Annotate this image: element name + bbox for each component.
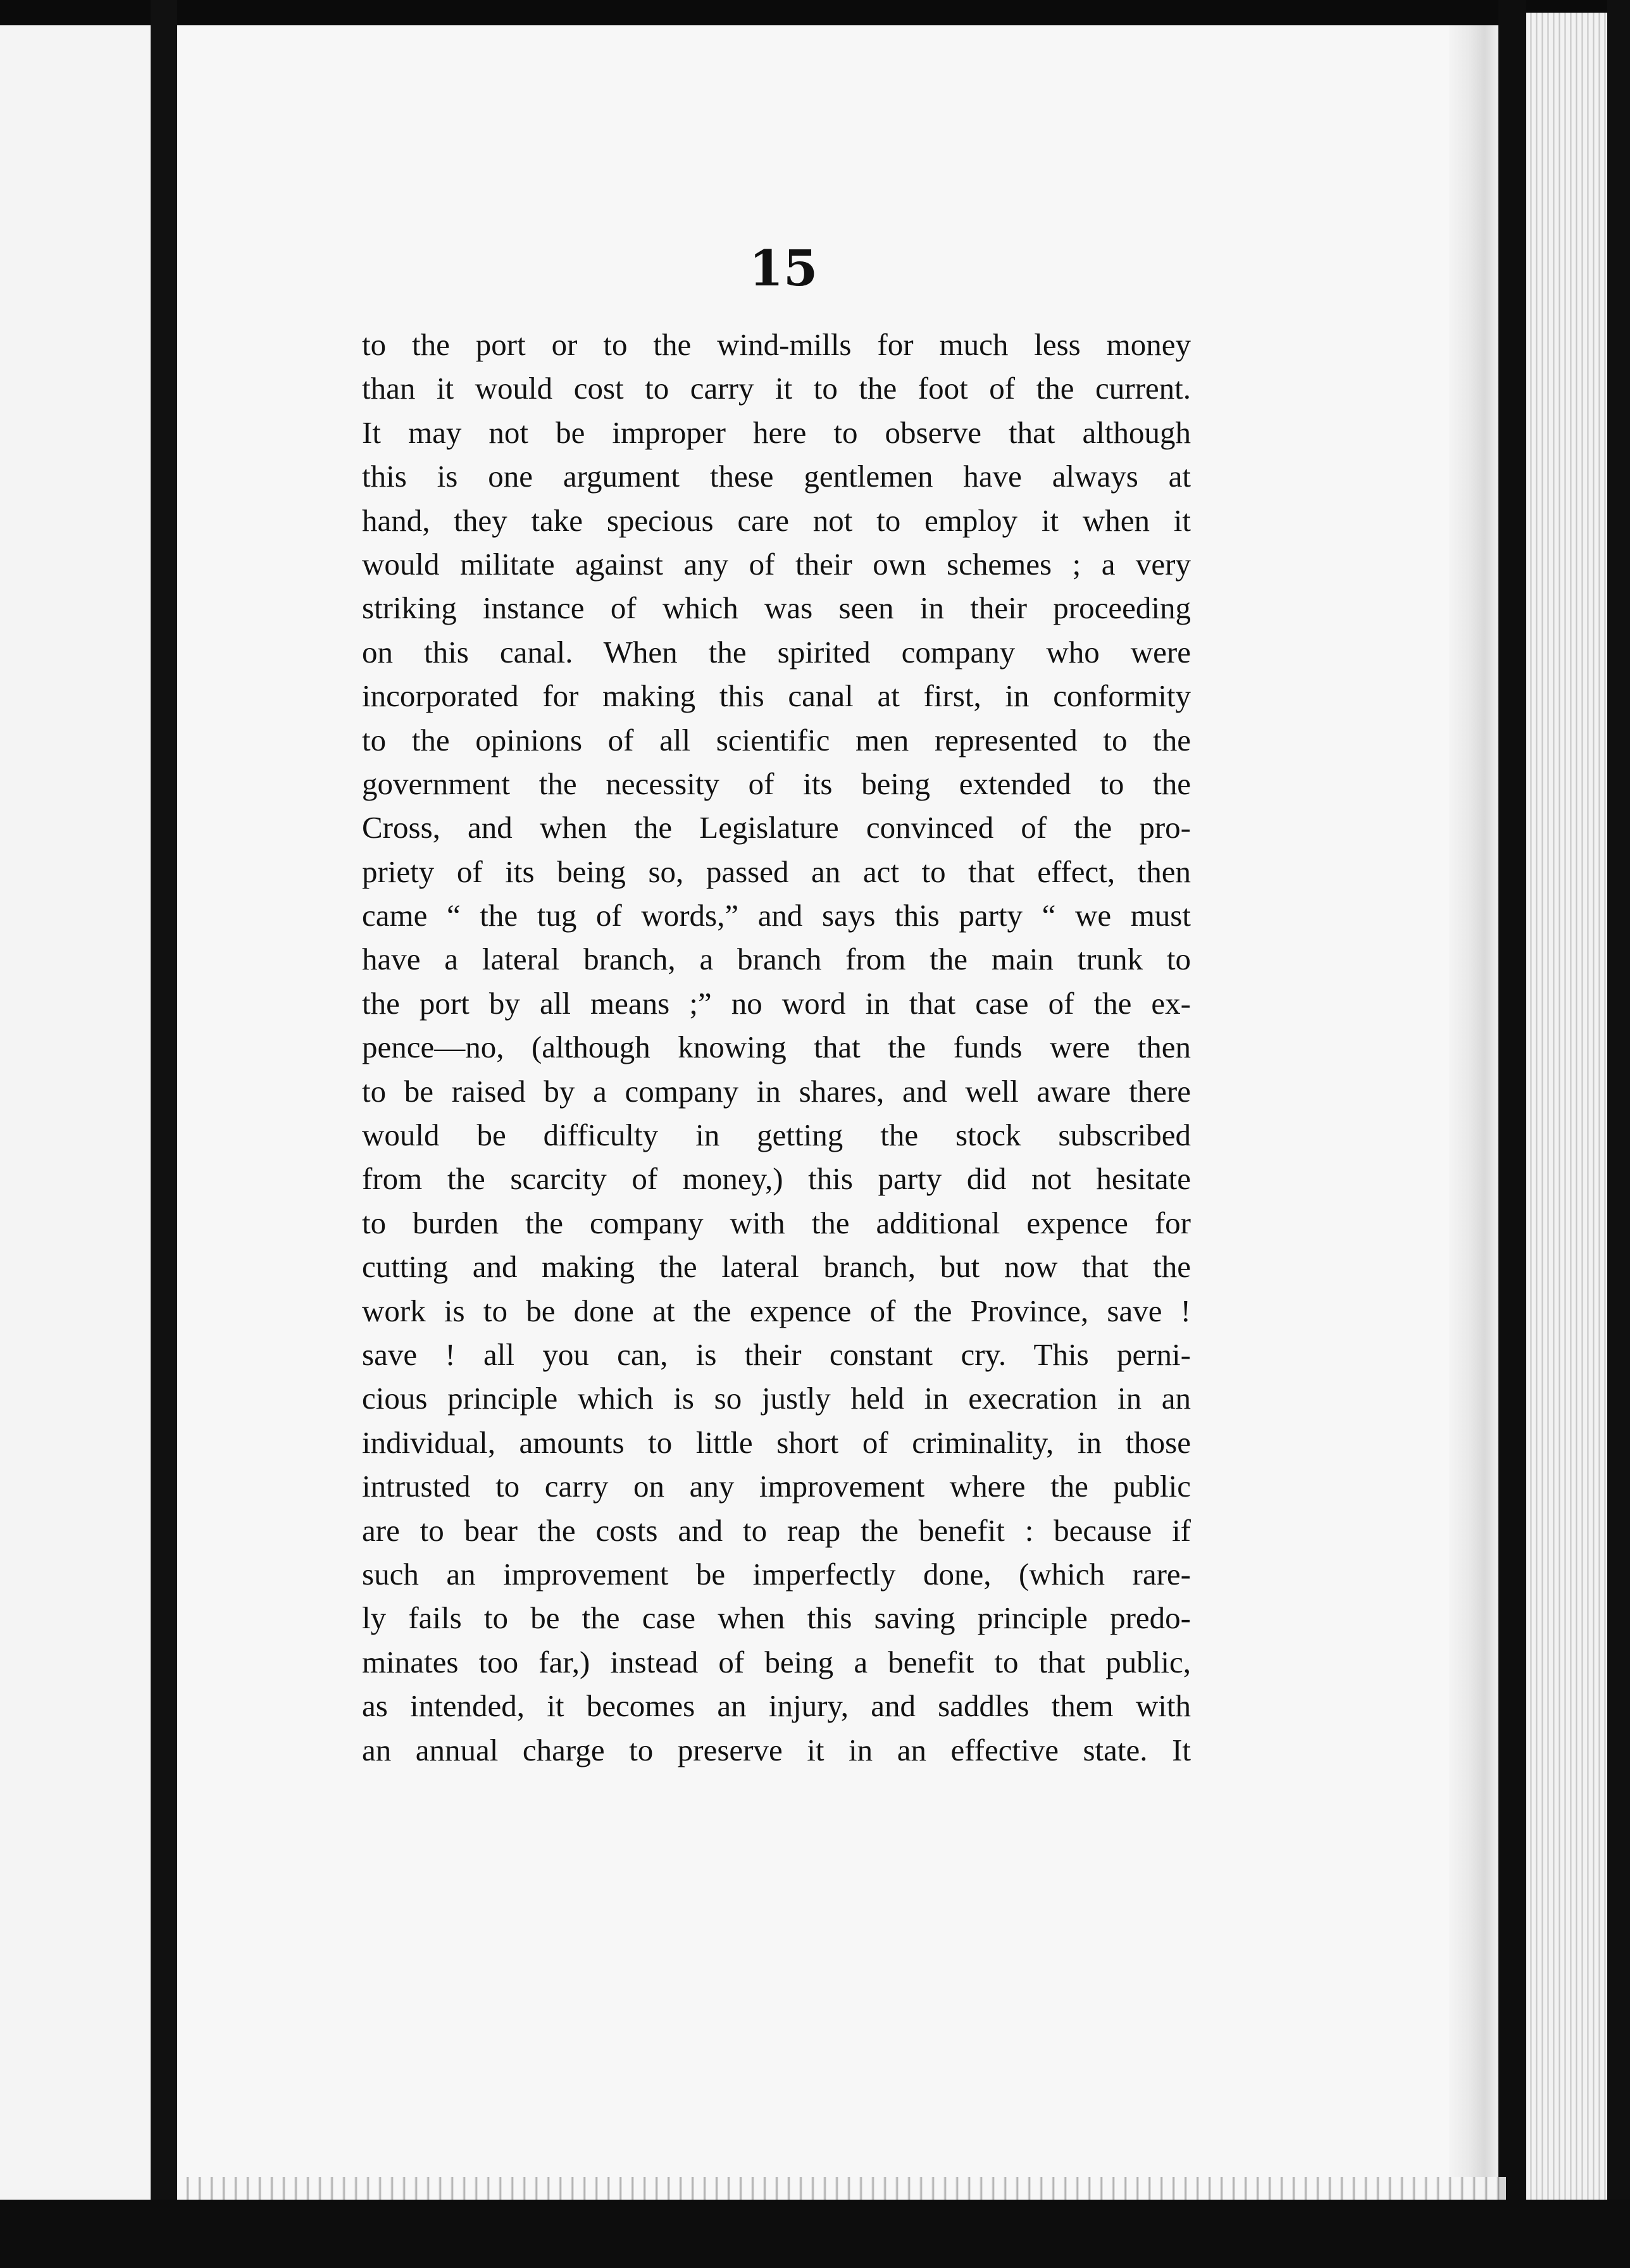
page-torn-edge	[1449, 25, 1500, 2200]
text-line: It may not be improper here to observe that although	[362, 414, 1191, 450]
text-line: would be difficulty in getting the stock subscribed	[362, 1118, 1191, 1153]
text-line: this is one argument these gentlemen have always at	[362, 459, 1191, 494]
scanner-background-top	[0, 0, 1630, 25]
text-line: incorporated for making this canal at first, in conformity	[362, 678, 1191, 714]
text-line: on this canal. When the spirited company who were	[362, 634, 1191, 670]
text-line: the port by all means ;” no word in that case of the ex-	[362, 985, 1191, 1021]
book-gutter-right	[1498, 0, 1526, 2202]
text-line: are to bear the costs and to reap the benefit : because if	[362, 1512, 1191, 1548]
left-facing-page	[0, 25, 151, 2200]
text-line: have a lateral branch, a branch from the main trunk to	[362, 942, 1191, 977]
text-line: striking instance of which was seen in their proceeding	[362, 590, 1191, 626]
text-line: an annual charge to preserve it in an effective state. It	[362, 1732, 1191, 1767]
text-line: as intended, it becomes an injury, and saddles them with	[362, 1688, 1191, 1724]
text-line: work is to be done at the expence of the Province, save !	[362, 1293, 1191, 1328]
text-line: hand, they take specious care not to employ it when it	[362, 502, 1191, 538]
text-line: save ! all you can, is their constant cry. This perni-	[362, 1336, 1191, 1372]
scanner-background-right	[1607, 0, 1630, 2268]
text-line: to burden the company with the additional expence for	[362, 1205, 1191, 1240]
text-line: to the opinions of all scientific men represented to the	[362, 722, 1191, 757]
text-line: than it would cost to carry it to the foot of the current.	[362, 371, 1191, 406]
text-line: from the scarcity of money,) this party did not hesitate	[362, 1161, 1191, 1197]
text-line: such an improvement be imperfectly done, (which rare-	[362, 1556, 1191, 1592]
text-line: came “ the tug of words,” and says this party “ we must	[362, 898, 1191, 933]
text-line: to the port or to the wind-mills for much less money	[362, 327, 1191, 362]
text-line: government the necessity of its being extended to the	[362, 766, 1191, 801]
text-line: cutting and making the lateral branch, but now that the	[362, 1249, 1191, 1285]
text-line: ly fails to be the case when this saving principle predo-	[362, 1600, 1191, 1636]
body-text	[362, 323, 1191, 1772]
text-line: to be raised by a company in shares, and well aware there	[362, 1073, 1191, 1109]
text-line: intrusted to carry on any improvement where the public	[362, 1469, 1191, 1504]
page-bottom-edge	[177, 2177, 1506, 2202]
text-line: priety of its being so, passed an act to that effect, then	[362, 854, 1191, 889]
text-line: cious principle which is so justly held in execration in an	[362, 1381, 1191, 1416]
book-gutter-left	[151, 0, 177, 2268]
page-stack-edges	[1526, 13, 1607, 2202]
text-line: individual, amounts to little short of criminality, in those	[362, 1424, 1191, 1460]
text-line: pence—no, (although knowing that the funds were then	[362, 1030, 1191, 1065]
scanner-background-bottom	[0, 2200, 1630, 2268]
page-number: 15	[749, 240, 818, 297]
text-line: minates too far,) instead of being a benefit to that public,	[362, 1644, 1191, 1679]
text-line: would militate against any of their own schemes ; a very	[362, 546, 1191, 582]
text-line: Cross, and when the Legislature convinced of the pro-	[362, 810, 1191, 845]
